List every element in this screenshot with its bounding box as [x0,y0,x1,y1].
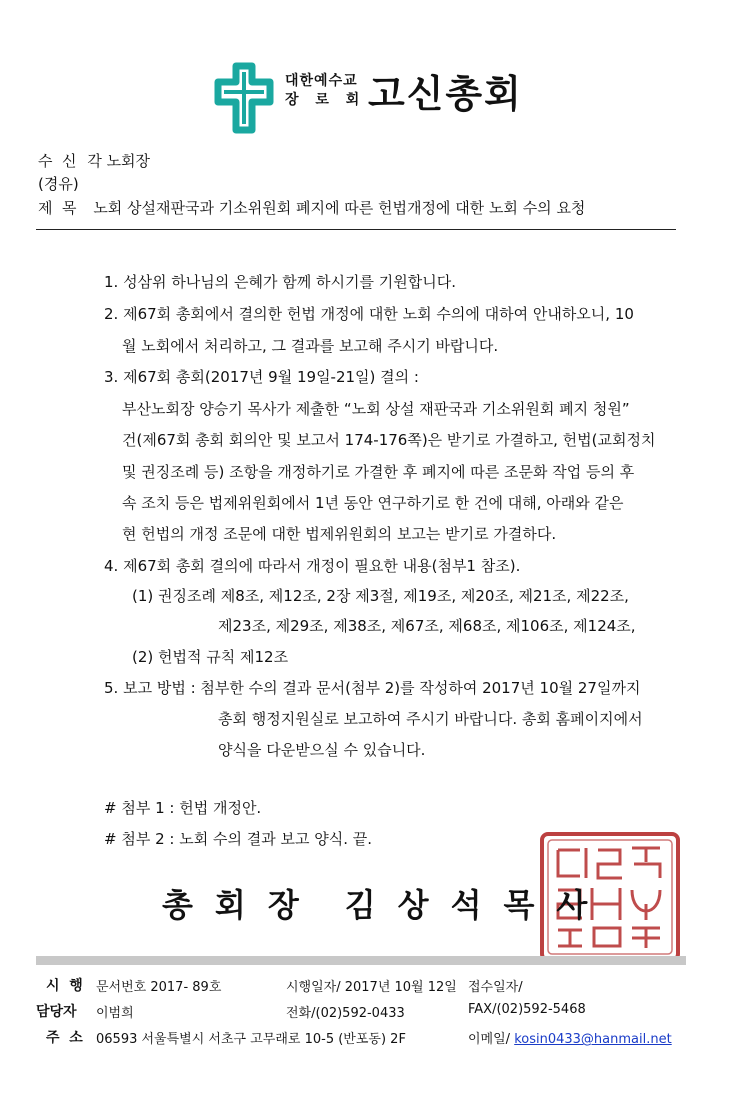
paragraph-3-line-3: 건(제67회 총회 회의안 및 보고서 174-176쪽)은 받기로 가결하고, 헌법(교회정치 [122,431,656,449]
paragraph-5-line-1: 5. 보고 방법 : 첨부한 수의 결과 문서(첨부 2)를 작성하여 2017년 10월 27일까지 [104,679,641,697]
footer-address-label: 주 소 [46,1030,83,1046]
recipient-row [38,150,150,172]
recipient-label: 수 신 [38,152,77,170]
subject-label: 제 목 [38,199,77,217]
footer-email-label: 이메일/ [468,1032,511,1047]
org-name-line1: 대한예수교 [285,73,358,89]
paragraph-3-line-4: 및 권징조례 등) 조항을 개정하기로 가결한 후 폐지에 따른 조문화 작업 등의 후 [122,463,635,481]
signature-line [162,880,609,926]
paragraph-4-line-1: 4. 제67회 총회 결의에 따라서 개정이 필요한 내용(첨부1 참조). [104,557,521,575]
recipient-value: 각 노회장 [87,152,151,170]
footer-divider [36,956,686,965]
cross-logo-icon [214,62,274,134]
footer-email-link[interactable]: kosin0433@hanmail.net [514,1032,672,1047]
org-name-line2: 장 로 회 [285,92,366,108]
footer-fax: FAX/(02)592-5468 [468,1002,586,1017]
footer-phone: 전화/(02)592-0433 [286,1006,405,1021]
subject-value: 노회 상설재판국과 기소위원회 폐지에 따른 헌법개정에 대한 노회 수의 요청 [93,199,586,217]
paragraph-3-line-2: 부산노회장 양승기 목사가 제출한 “노회 상설 재판국과 기소위원회 폐지 청원” [122,400,630,418]
subject-row [38,197,585,219]
attachment-1: # 첨부 1 : 헌법 개정안. [104,799,262,817]
signature-title: 총회장 [162,886,321,924]
paragraph-2-line-2: 월 노회에서 처리하고, 그 결과를 보고해 주시기 바랍니다. [122,337,499,355]
paragraph-5-line-3: 양식을 다운받으실 수 있습니다. [218,741,426,759]
paragraph-3-line-5: 속 조치 등은 법제위원회에서 1년 동안 연구하기로 한 건에 대해, 아래와 같은 [122,494,624,512]
paragraph-1: 1. 성삼위 하나님의 은혜가 함께 하시기를 기원합니다. [104,273,456,291]
divider-line [36,229,676,230]
footer-exec-date: 시행일자/ 2017년 10월 12일 [286,980,457,995]
paragraph-5-line-2: 총회 행정지원실로 보고하여 주시기 바랍니다. 총회 홈페이지에서 [218,710,643,728]
attachment-2: # 첨부 2 : 노회 수의 결과 보고 양식. 끝. [104,830,372,848]
paragraph-3-line-6: 현 헌법의 개정 조문에 대한 법제위원회의 보고는 받기로 가결하다. [122,525,557,543]
footer-manager-label: 담당자 [36,1004,77,1020]
footer-doc-number: 문서번호 2017- 89호 [96,980,222,995]
footer-address: 06593 서울특별시 서초구 고무래로 10-5 (반포동) 2F [96,1032,406,1047]
paragraph-2-line-1: 2. 제67회 총회에서 결의한 헌법 개정에 대한 노회 수의에 대하여 안내하오니, 10 [104,305,634,323]
paragraph-4-item-1-cont: 제23조, 제29조, 제38조, 제67조, 제68조, 제106조, 제124조, [218,617,636,635]
footer-email-row [468,1028,672,1047]
footer-recv-date: 접수일자/ [468,980,523,995]
org-name-small [285,72,365,110]
signature-name: 김상석목사 [344,886,610,924]
paragraph-3-line-1: 3. 제67회 총회(2017년 9월 19일-21일) 결의 : [104,368,419,386]
footer-manager: 이범희 [96,1006,134,1021]
org-name-big: 고신총회 [368,72,523,116]
paragraph-4-item-2: (2) 헌법적 규칙 제12조 [132,648,289,666]
footer-exec-label: 시 행 [46,978,83,994]
paragraph-4-item-1: (1) 권징조례 제8조, 제12조, 2장 제3절, 제19조, 제20조, 제21조, 제22조, [132,587,629,605]
via-row: (경유) [38,175,79,193]
